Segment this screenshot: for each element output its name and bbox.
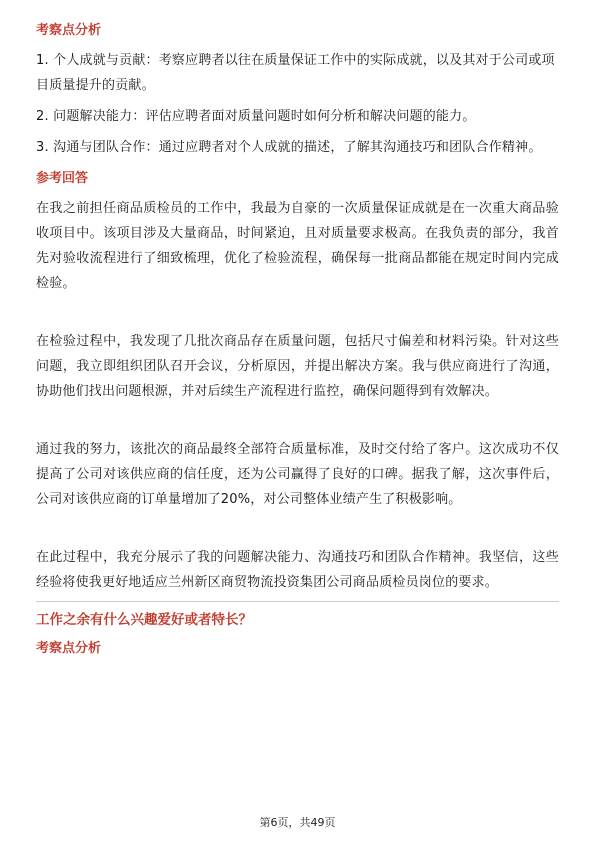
analysis-item-2: 2. 问题解决能力：评估应聘者面对质量问题时如何分析和解决问题的能力。 — [36, 109, 476, 124]
answer-paragraph-1: 在我之前担任商品质检员的工作中，我最为自豪的一次质量保证成就是在一次重大商品验收项目中。该项目涉及大量商品，时间紧迫，且对质量要求极高。在我负责的部分，我首先对验收流程进行了细致梳理，优化了检验流程，确保每一批商品都能在规定时间内完成检验。 — [36, 201, 559, 291]
analysis-heading: 考察点分析 — [36, 23, 102, 38]
section-divider — [36, 601, 559, 602]
page-footer: 第6页，共49页 — [259, 816, 336, 829]
analysis-item-1: 1. 个人成就与贡献：考察应聘者以往在质量保证工作中的实际成就，以及其对于公司或项目质量提升的贡献。 — [36, 53, 555, 93]
answer-paragraph-4: 在此过程中，我充分展示了我的问题解决能力、沟通技巧和团队合作精神。我坚信，这些经验将使我更好地适应兰州新区商贸物流投资集团公司商品质检员岗位的要求。 — [36, 550, 559, 590]
analysis-item-3: 3. 沟通与团队合作：通过应聘者对个人成就的描述，了解其沟通技巧和团队合作精神。 — [36, 140, 542, 155]
answer-heading: 参考回答 — [36, 171, 89, 186]
document-page — [36, 22, 559, 666]
next-question-title: 工作之余有什么兴趣爱好或者特长？ — [36, 612, 252, 628]
answer-paragraph-2: 在检验过程中，我发现了几批次商品存在质量问题，包括尺寸偏差和材料污染。针对这些问题，我立即组织团队召开会议，分析原因，并提出解决方案。我与供应商进行了沟通，协助他们找出问题根源，并对后续生产流程进行监控，确保问题得到有效解决。 — [36, 334, 559, 399]
answer-paragraph-3: 通过我的努力，该批次的商品最终全部符合质量标准，及时交付给了客户。这次成功不仅提高了公司对该供应商的信任度，还为公司赢得了良好的口碑。据我了解，这次事件后，公司对该供应商的订单量增加了20%，对公司整体业绩产生了积极影响。 — [36, 442, 559, 507]
next-analysis-heading: 考察点分析 — [36, 641, 102, 656]
